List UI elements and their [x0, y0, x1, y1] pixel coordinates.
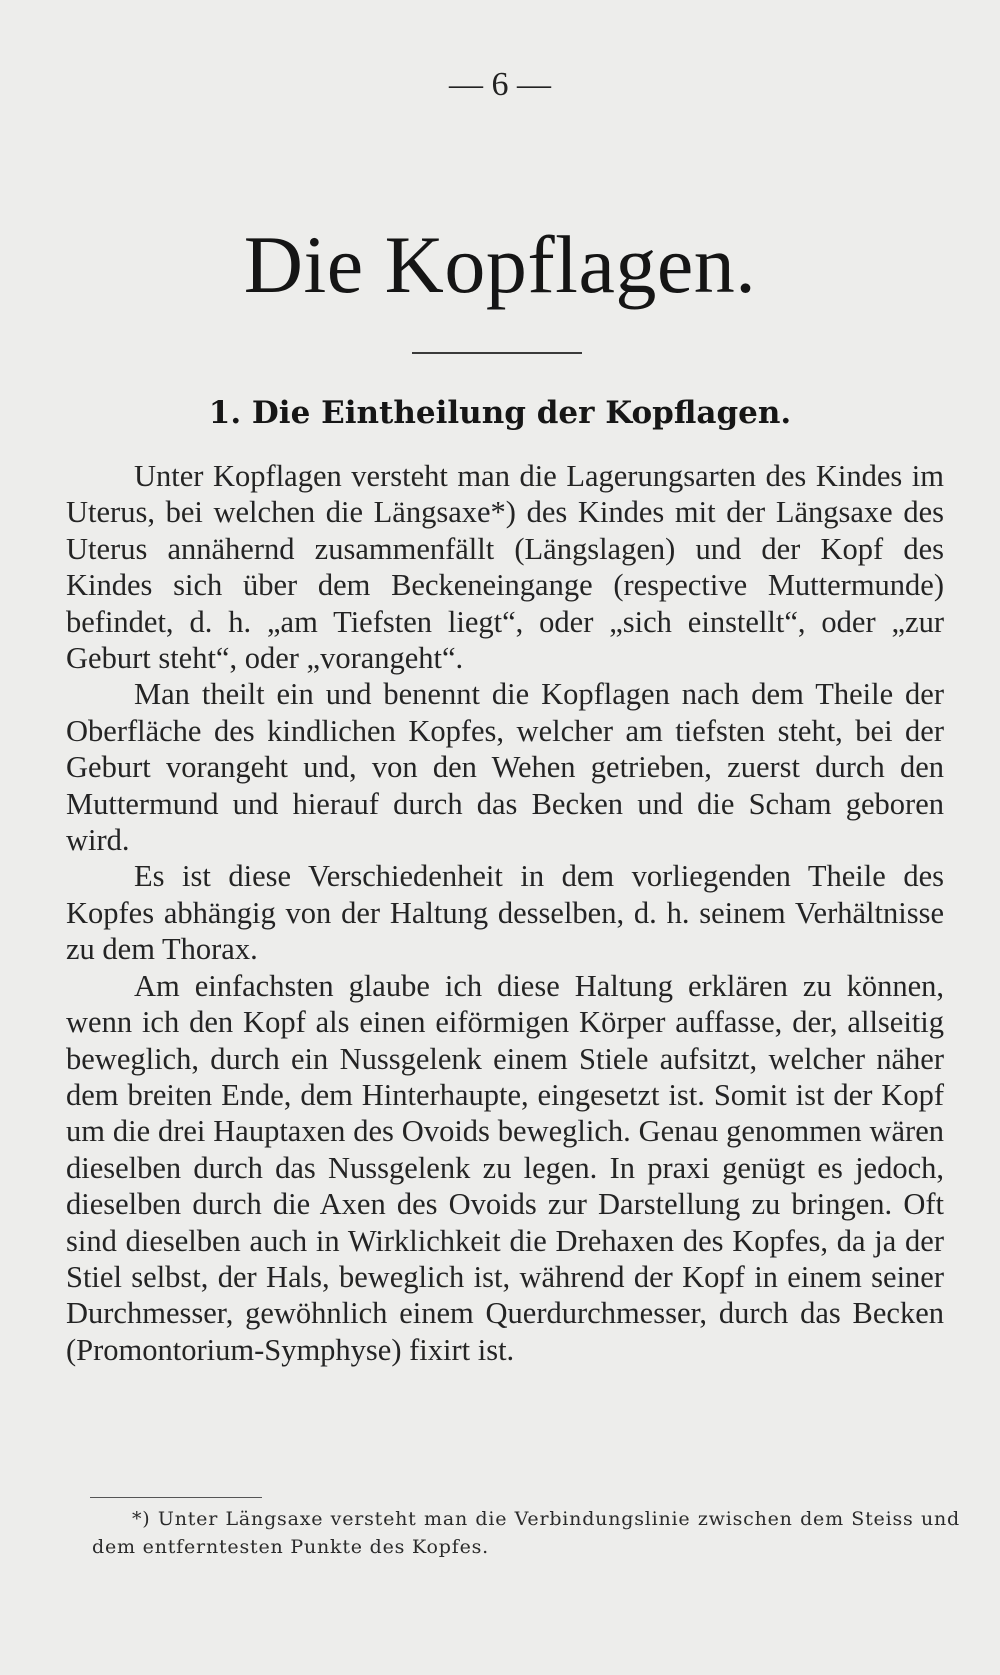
chapter-title: Die Kopflagen. — [243, 219, 757, 310]
paragraph: Am einfachsten glaube ich diese Haltung erklären zu können, wenn ich den Kopf als einen eiförmigen Körper auffasse, der, allseitig beweglich, durch ein Nussgelenk einem Stiele aufsitzt, welcher näher dem breiten Ende, dem Hinterhaupte, eingesetzt ist. Somit ist der Kopf um die drei Hauptaxen des Ovoids beweglich. Genau genommen wären dieselben durch das Nussgelenk zu legen. In praxi genügt es jedoch, dieselben durch die Axen des Ovoids zur Darstellung zu bringen. Oft sind dieselben auch in Wirklichkeit die Drehaxen des Kopfes, da ja der Stiel selbst, der Hals, beweglich ist, während der Kopf in einem seiner Durchmesser, gewöhnlich einem Querdurchmesser, durch das Becken (Promontorium-Symphyse) fixirt ist. — [66, 968, 944, 1367]
paragraph: Es ist diese Verschiedenheit in dem vorliegenden Theile des Kopfes abhängig von der Haltung desselben, d. h. seinem Verhältnisse zu dem Thorax. — [66, 859, 944, 967]
title-divider — [412, 352, 582, 354]
footnote: *) Unter Längsaxe versteht man die Verbindungslinie zwischen dem Steiss und dem entferntesten Punkte des Kopfes. — [92, 1508, 960, 1558]
page-number: — 6 — — [449, 66, 551, 103]
paragraph: Man theilt ein und benennt die Kopflagen nach dem Theile der Oberfläche des kindlichen Kopfes, welcher am tiefsten steht, bei der Geburt vorangeht und, von den Wehen getrieben, zuerst durch den Muttermund und hierauf durch das Becken und die Scham geboren wird. — [66, 677, 944, 858]
section-heading: 1. Die Eintheilung der Kopflagen. — [208, 395, 792, 431]
paragraph: Unter Kopflagen versteht man die Lagerungsarten des Kindes im Uterus, bei welchen die Längsaxe*) des Kindes mit der Längsaxe des Uterus annähernd zusammenfällt (Längslagen) und der Kopf des Kindes sich über dem Beckeneingange (respective Muttermunde) befindet, d. h. „am Tiefsten liegt“, oder „sich einstellt“, oder „zur Geburt steht“, oder „vorangeht“. — [66, 459, 944, 676]
body-text — [66, 458, 944, 1368]
footnote-divider — [90, 1497, 262, 1498]
